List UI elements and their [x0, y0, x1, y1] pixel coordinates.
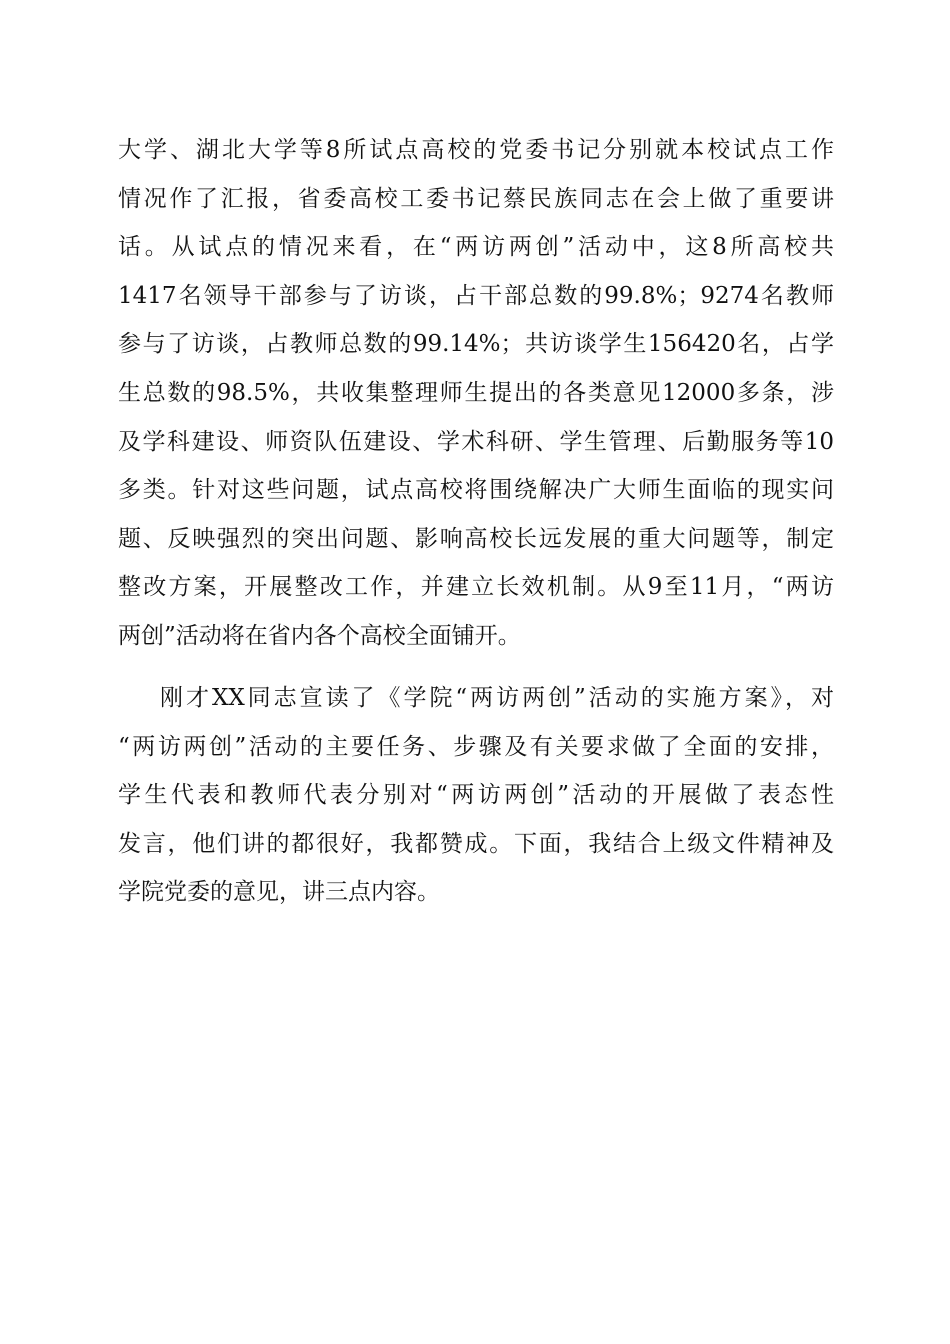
text-line: 话。从试点的情况来看，在“两访两创”活动中，这8所高校共 — [118, 234, 834, 261]
text-line-indented: 刚才XX同志宣读了《学院“两访两创”活动的实施方案》，对 — [160, 685, 834, 711]
text-line: 生总数的98.5%，共收集整理师生提出的各类意见12000多条，涉 — [118, 379, 834, 406]
text-line: 多类。针对这些问题，试点高校将围绕解决广大师生面临的现实问 — [118, 477, 834, 504]
text-line: 参与了访谈，占教师总数的99.14%；共访谈学生156420名，占学 — [118, 331, 834, 358]
text-line: 发言，他们讲的都很好，我都赞成。下面，我结合上级文件精神及 — [118, 830, 834, 857]
text-line: 题、反映强烈的突出问题、影响高校长远发展的重大问题等，制定 — [118, 525, 834, 552]
text-line: 学院党委的意见，讲三点内容。 — [118, 879, 440, 906]
paragraph-1 — [118, 126, 834, 661]
text-line: 学生代表和教师代表分别对“两访两创”活动的开展做了表态性 — [118, 782, 834, 809]
text-line: “两访两创”活动的主要任务、步骤及有关要求做了全面的安排， — [118, 733, 834, 760]
text-line: 两创”活动将在省内各个高校全面铺开。 — [118, 622, 521, 649]
text-line: 整改方案，开展整改工作，并建立长效机制。从9至11月，“两访 — [118, 574, 834, 601]
paragraph-2 — [118, 674, 834, 917]
text-line: 及学科建设、师资队伍建设、学术科研、学生管理、后勤服务等10 — [118, 428, 834, 455]
text-line: 情况作了汇报，省委高校工委书记蔡民族同志在会上做了重要讲 — [118, 185, 834, 212]
text-line: 大学、湖北大学等8所试点高校的党委书记分别就本校试点工作 — [118, 137, 834, 163]
text-line: 1417名领导干部参与了访谈，占干部总数的99.8%；9274名教师 — [118, 282, 834, 309]
